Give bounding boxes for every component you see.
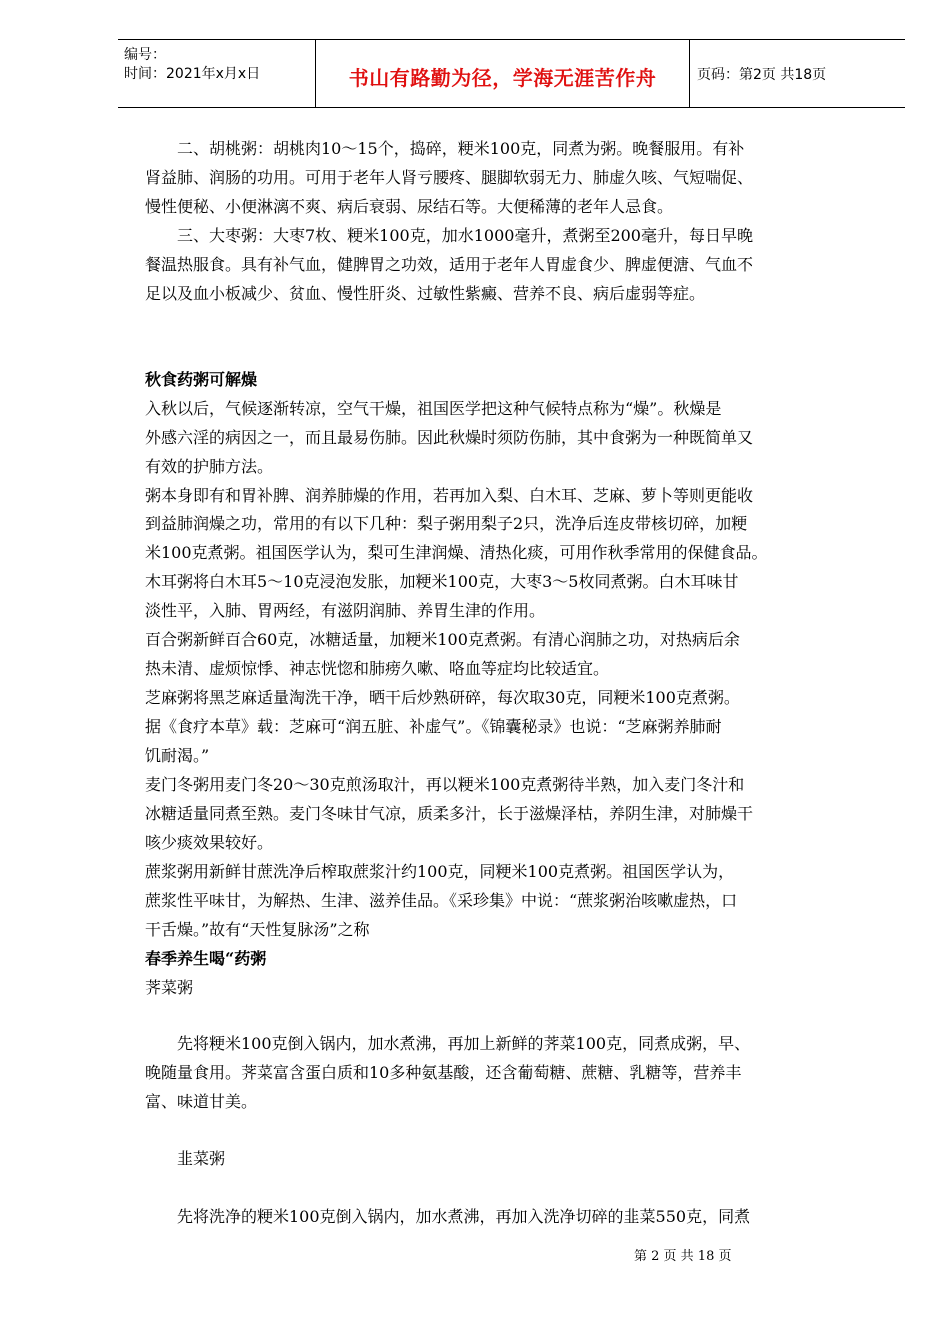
document-number-label: 编号： — [124, 47, 166, 63]
text-line: 三、大枣粥：大枣7枚、粳米100克，加水1000毫升，煮粥至200毫升，每日早晚 — [145, 226, 753, 245]
recipe-title: 韭菜粥 — [145, 1149, 226, 1168]
text-line: 到益肺润燥之功，常用的有以下几种：梨子粥用梨子2只，洗净后连皮带核切碎，加粳 — [145, 514, 748, 533]
page-header — [118, 39, 905, 108]
text-line: 淡性平，入肺、胃两经，有滋阴润肺、养胃生津的作用。 — [145, 601, 546, 620]
header-page-number: 页码：第2页 共18页 — [697, 67, 827, 83]
text-line: 百合粥新鲜百合60克，冰糖适量，加粳米100克煮粥。有清心润肺之功，对热病后余 — [145, 630, 740, 649]
header-page-cell — [690, 40, 905, 107]
text-line: 粥本身即有和胃补脾、润养肺燥的作用，若再加入梨、白木耳、芝麻、萝卜等则更能收 — [145, 486, 754, 505]
text-line: 先将洗净的粳米100克倒入锅内，加水煮沸，再加入洗净切碎的韭菜550克，同煮 — [145, 1207, 751, 1226]
text-line: 外感六淫的病因之一，而且最易伤肺。因此秋燥时须防伤肺，其中食粥为一种既简单又 — [145, 428, 754, 447]
text-line: 餐温热服食。具有补气血，健脾胃之功效，适用于老年人胃虚食少、脾虚便溏、气血不 — [145, 255, 754, 274]
text-line: 冰糖适量同煮至熟。麦门冬味甘气凉，质柔多汁，长于滋燥泽枯，养阴生津，对肺燥干 — [145, 804, 754, 823]
text-line: 木耳粥将白木耳5～10克浸泡发胀，加粳米100克，大枣3～5枚同煮粥。白木耳味甘 — [145, 572, 739, 591]
text-line: 米100克煮粥。祖国医学认为，梨可生津润燥、清热化痰，可用作秋季常用的保健食品。 — [145, 543, 768, 562]
text-line: 富、味道甘美。 — [145, 1092, 258, 1111]
text-line: 饥耐渴。” — [145, 746, 210, 765]
section-heading-spring: 春季养生喝“药粥 — [145, 949, 267, 968]
text-line: 二、胡桃粥：胡桃肉10～15个，捣碎，粳米100克，同煮为粥。晚餐服用。有补 — [145, 139, 745, 158]
text-line: 芝麻粥将黑芝麻适量淘洗干净，晒干后炒熟研碎，每次取30克，同粳米100克煮粥。 — [145, 688, 740, 707]
page-footer: 第 2 页 共 18 页 — [634, 1249, 732, 1264]
text-line: 足以及血小板减少、贫血、慢性肝炎、过敏性紫癜、营养不良、病后虚弱等症。 — [145, 284, 706, 303]
text-line: 先将粳米100克倒入锅内，加水煮沸，再加上新鲜的荠菜100克，同煮成粥，早、 — [145, 1034, 751, 1053]
header-info-cell — [118, 40, 316, 107]
text-line: 据《食疗本草》载：芝麻可“润五脏、补虚气”。《锦囊秘录》也说：“芝麻粥养肺耐 — [145, 717, 722, 736]
header-motto: 书山有路勤为径，学海无涯苦作舟 — [348, 66, 657, 90]
text-line: 蔗浆性平味甘，为解热、生津、滋养佳品。《采珍集》中说：“蔗浆粥治咳嗽虚热，口 — [145, 891, 738, 910]
document-time-label: 时间：2021年x月x日 — [124, 66, 261, 82]
text-line: 热未清、虚烦惊悸、神志恍惚和肺痨久嗽、咯血等症均比较适宜。 — [145, 659, 610, 678]
text-line: 蔗浆粥用新鲜甘蔗洗净后榨取蔗浆汁约100克，同粳米100克煮粥。祖国医学认为， — [145, 862, 735, 881]
text-line: 晚随量食用。荠菜富含蛋白质和10多种氨基酸，还含葡萄糖、蔗糖、乳糖等，营养丰 — [145, 1063, 742, 1082]
text-line: 麦门冬粥用麦门冬20～30克煎汤取汁，再以粳米100克煮粥待半熟，加入麦门冬汁和 — [145, 775, 745, 794]
text-line: 肾益肺、润肠的功用。可用于老年人肾亏腰疼、腿脚软弱无力、肺虚久咳、气短喘促、 — [145, 168, 754, 187]
text-line: 咳少痰效果较好。 — [145, 833, 274, 852]
text-line: 干舌燥。”故有“天性复脉汤”之称 — [145, 920, 370, 939]
section-heading-autumn: 秋食药粥可解燥 — [145, 370, 258, 389]
text-line: 有效的护肺方法。 — [145, 457, 274, 476]
recipe-title: 荠菜粥 — [145, 978, 194, 997]
text-line: 入秋以后，气候逐渐转凉，空气干燥，祖国医学把这种气候特点称为“燥”。秋燥是 — [145, 399, 722, 418]
text-line: 慢性便秘、小便淋漓不爽、病后衰弱、尿结石等。大便稀薄的老年人忌食。 — [145, 197, 674, 216]
header-motto-cell — [316, 40, 690, 107]
